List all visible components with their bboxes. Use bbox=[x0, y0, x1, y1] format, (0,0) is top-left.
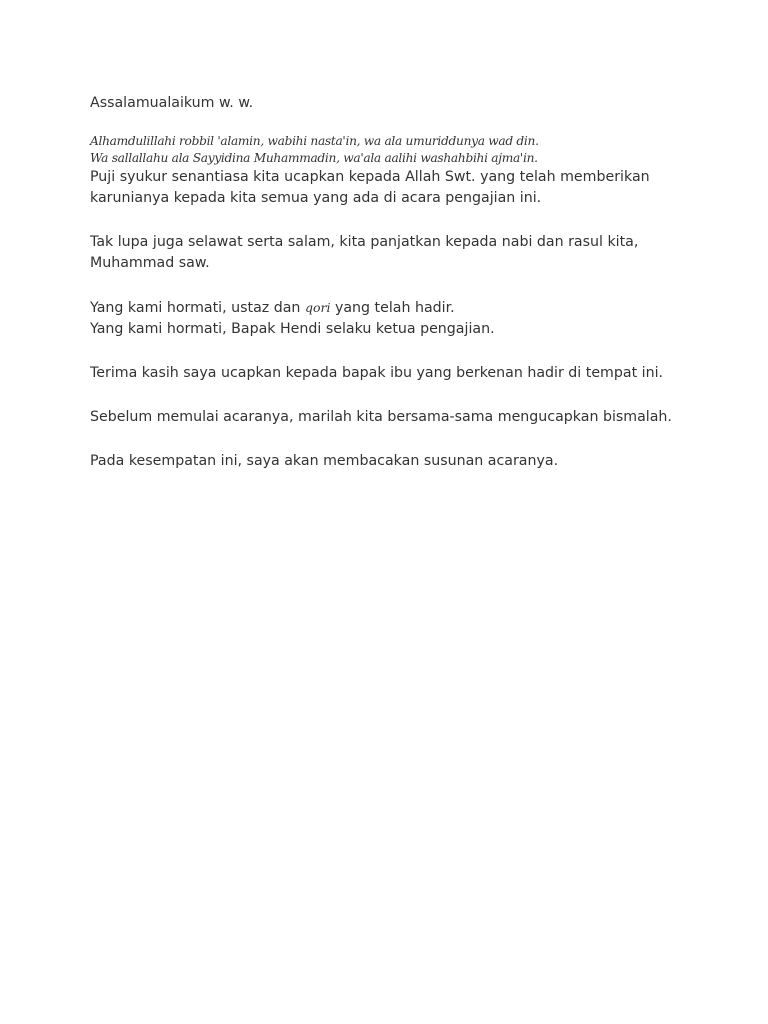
paragraph-spacer bbox=[90, 384, 710, 407]
paragraph-line bbox=[90, 297, 710, 319]
italic-term: qori bbox=[304, 300, 331, 315]
paragraph-spacer bbox=[90, 274, 710, 297]
text-segment: yang telah hadir. bbox=[330, 300, 455, 316]
paragraph-spacer bbox=[90, 209, 710, 232]
arabic-line-2: Wa sallallahu ala Sayyidina Muhammadin, wa'ala aalihi washahbihi ajma'in. bbox=[90, 151, 538, 165]
paragraph-line: Yang kami hormati, Bapak Hendi selaku ketua pengajian. bbox=[90, 321, 495, 337]
paragraph-bismalah bbox=[90, 407, 710, 428]
paragraph-line: Muhammad saw. bbox=[90, 255, 210, 271]
paragraph-gratitude bbox=[90, 167, 710, 209]
paragraph-spacer bbox=[90, 428, 710, 451]
text-segment: Yang kami hormati, ustaz dan bbox=[90, 300, 305, 316]
paragraph-line: Tak lupa juga selawat serta salam, kita panjatkan kepada nabi dan rasul kita, bbox=[90, 234, 639, 250]
paragraph-spacer bbox=[90, 340, 710, 363]
paragraph-line: Terima kasih saya ucapkan kepada bapak ibu yang berkenan hadir di tempat ini. bbox=[90, 365, 664, 381]
arabic-opening bbox=[90, 133, 710, 167]
greeting-text: Assalamualaikum w. w. bbox=[90, 95, 254, 111]
arabic-line-1: Alhamdulillahi robbil 'alamin, wabihi nasta'in, wa ala umuriddunya wad din. bbox=[90, 134, 539, 148]
paragraph-agenda bbox=[90, 451, 710, 472]
paragraph-line: Pada kesempatan ini, saya akan membacakan susunan acaranya. bbox=[90, 453, 559, 469]
paragraph-selawat bbox=[90, 232, 710, 274]
paragraph-thanks bbox=[90, 363, 710, 384]
paragraph-line: karunianya kepada kita semua yang ada di acara pengajian ini. bbox=[90, 190, 542, 206]
document-page bbox=[90, 93, 710, 472]
paragraph-honored-guests bbox=[90, 297, 710, 340]
paragraph-line: Sebelum memulai acaranya, marilah kita bersama-sama mengucapkan bismalah. bbox=[90, 409, 672, 425]
paragraph-line: Puji syukur senantiasa kita ucapkan kepada Allah Swt. yang telah memberikan bbox=[90, 169, 650, 185]
